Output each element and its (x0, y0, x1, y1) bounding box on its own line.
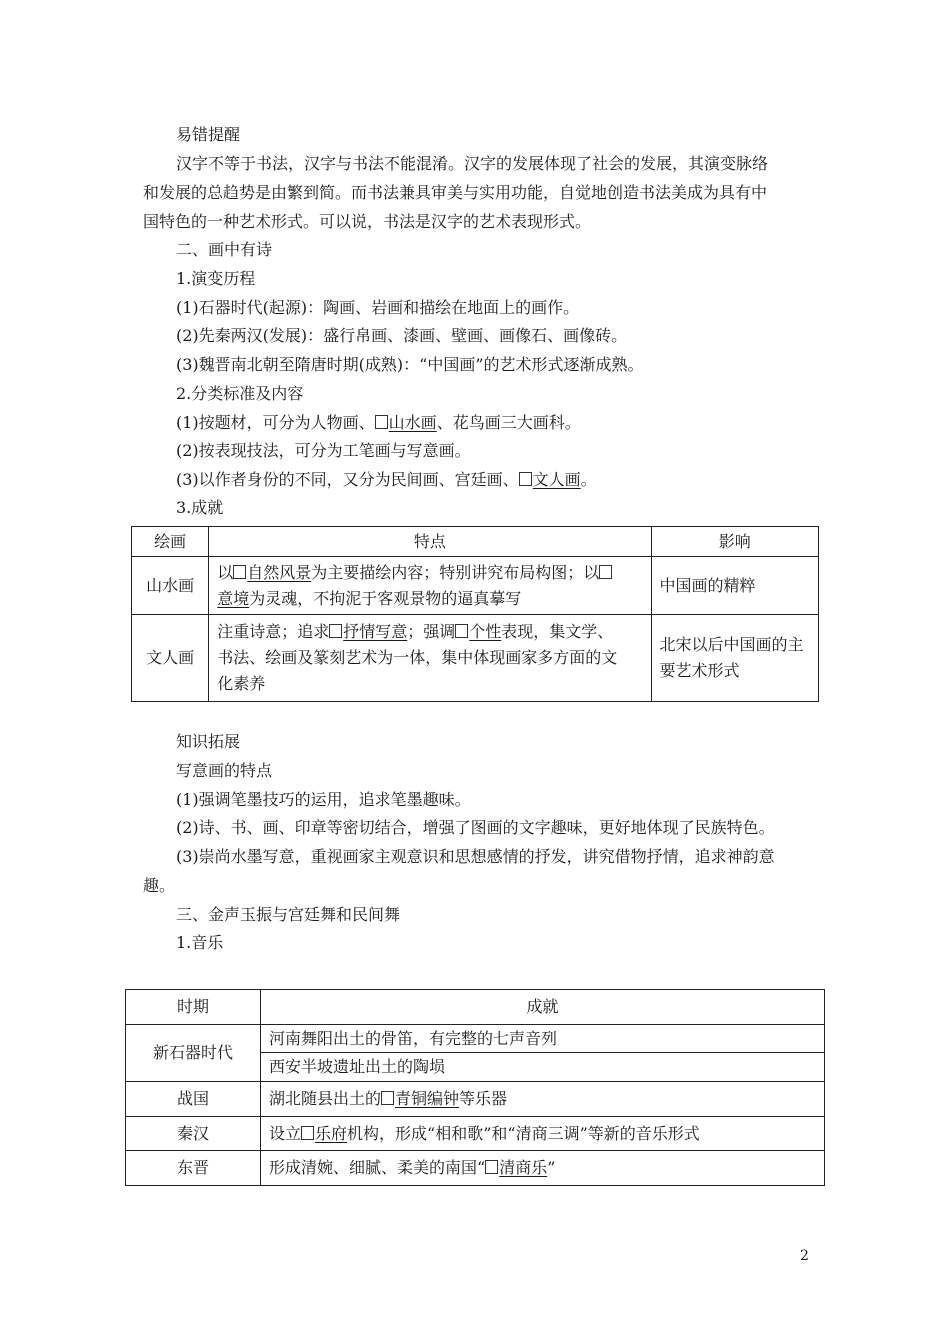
ext-item-1: (1)强调笔墨技巧的运用，追求笔墨趣味。 (176, 790, 471, 809)
blank-answer: 抒情写意 (343, 622, 408, 641)
feature-text: 为主要描绘内容；特别讲究布局构图；以 (311, 562, 600, 582)
table-row (126, 1117, 825, 1151)
blank-answer: 意境 (217, 588, 250, 608)
section2-item2-2: (2)按表现技法，可分为工笔画与写意画。 (176, 441, 471, 460)
ext-item-2: (2)诗、书、画、印章等密切结合，增强了图画的文字趣味，更好地体现了民族特色。 (176, 818, 775, 837)
effect-text: 北宋以后中国画的主 (659, 635, 804, 654)
section2-sub2: 2.分类标准及内容 (176, 384, 304, 403)
ext-title: 写意画的特点 (176, 761, 273, 780)
section2-sub1: 1.演变历程 (176, 269, 256, 288)
blank-answer: 山水画 (388, 413, 437, 432)
period-cell: 东晋 (126, 1151, 261, 1186)
achievement-cell (261, 1082, 825, 1117)
table-header: 影响 (651, 527, 819, 557)
painting-table (131, 526, 819, 702)
ext-item-3: (3)崇尚水墨写意，重视画家主观意识和思想感情的抒发，讲究借物抒情，追求神韵意 (176, 847, 775, 866)
section2-item1-1: (1)石器时代(起源)：陶画、岩画和描绘在地面上的画作。 (176, 298, 580, 317)
blank-box-icon (233, 565, 246, 579)
ext-heading: 知识拓展 (176, 732, 241, 751)
table-header: 特点 (209, 527, 651, 557)
fill-blank (329, 622, 407, 641)
fill-blank (381, 1089, 459, 1108)
feature-text: 以 (217, 562, 234, 582)
table-header: 时期 (126, 990, 261, 1025)
music-table (125, 989, 825, 1186)
table-row (126, 1025, 825, 1053)
blank-box-icon (381, 1091, 394, 1105)
fill-blank (301, 1124, 347, 1143)
feature-text: 注重诗意；追求 (217, 622, 330, 641)
blank-answer: 乐府 (315, 1123, 348, 1143)
fill-blank (455, 622, 501, 641)
period-cell: 秦汉 (126, 1117, 261, 1151)
achievement-text: 湖北随县出土的 (269, 1089, 382, 1108)
ext-item-3-wrap: 趣。 (143, 876, 176, 895)
period-cell: 新石器时代 (126, 1025, 261, 1082)
feature-text: 表现，集文学、 (501, 622, 614, 641)
feature-text: 为灵魂，不拘泥于客观景物的逼真摹写 (249, 588, 522, 608)
blank-answer: 个性 (469, 622, 502, 641)
table-row (132, 615, 819, 702)
achievement-text: ” (547, 1158, 556, 1177)
item2-3-pre: (3)以作者身份的不同，又分为民间画、宫廷画、 (176, 470, 519, 489)
achievement-cell (261, 1151, 825, 1186)
blank-box-icon (599, 565, 612, 579)
section3-sub1: 1.音乐 (176, 933, 224, 952)
achievement-text: 机构，形成“相和歌”和“清商三调”等新的音乐形式 (347, 1123, 700, 1143)
feature-text: 书法、绘画及篆刻艺术为一体，集中体现画家多方面的文 (217, 648, 618, 667)
fill-blank (599, 563, 613, 582)
achievement-text: 等乐器 (459, 1089, 508, 1108)
section2-item2-1 (176, 412, 581, 434)
tip-line-3: 国特色的一种艺术形式。可以说，书法是汉字的艺术表现形式。 (143, 212, 592, 231)
tip-line-1: 汉字不等于书法，汉字与书法不能混淆。汉字的发展体现了社会的发展，其演变脉络 (176, 154, 769, 173)
blank-box-icon (519, 472, 532, 486)
section2-item1-3: (3)魏晋南北朝至隋唐时期(成熟)：“中国画”的艺术形式逐渐成熟。 (176, 355, 644, 374)
item2-3-post: 。 (580, 470, 597, 489)
section2-item2-3 (176, 469, 597, 491)
painting-name: 山水画 (132, 557, 209, 615)
painting-feature (209, 557, 651, 615)
table-row (126, 1151, 825, 1186)
table-row (126, 1082, 825, 1117)
blank-box-icon (375, 415, 388, 429)
blank-answer: 清商乐 (499, 1158, 548, 1177)
table-header: 绘画 (132, 527, 209, 557)
achievement-text: 形成清婉、细腻、柔美的南国“ (269, 1158, 486, 1177)
painting-effect (651, 615, 819, 702)
blank-answer: 文人画 (532, 470, 581, 489)
blank-answer: 自然风景 (247, 562, 312, 582)
table-row (132, 557, 819, 615)
tip-line-2: 和发展的总趋势是由繁到简。而书法兼具审美与实用功能，自觉地创造书法美成为具有中 (143, 183, 768, 202)
blank-box-icon (301, 1126, 314, 1140)
section2-sub3: 3.成就 (176, 498, 224, 517)
section2-title: 二、画中有诗 (176, 240, 273, 259)
section3-title: 三、金声玉振与宫廷舞和民间舞 (176, 905, 401, 924)
fill-blank (485, 1158, 547, 1177)
achievement-text: 设立 (269, 1123, 302, 1143)
fill-blank (375, 413, 437, 432)
painting-name: 文人画 (132, 615, 209, 702)
period-cell: 战国 (126, 1082, 261, 1117)
blank-box-icon (329, 624, 342, 638)
table-header: 成就 (261, 990, 825, 1025)
effect-text: 要艺术形式 (659, 661, 740, 680)
page-number: 2 (800, 1248, 809, 1264)
feature-text: 化素养 (217, 674, 266, 693)
blank-answer: 青铜编钟 (395, 1089, 460, 1108)
achievement-cell: 河南舞阳出土的骨笛，有完整的七声音列 (261, 1025, 825, 1053)
blank-box-icon (455, 624, 468, 638)
section2-item1-2: (2)先秦两汉(发展)：盛行帛画、漆画、壁画、画像石、画像砖。 (176, 326, 628, 345)
achievement-cell: 西安半坡遗址出土的陶埙 (261, 1053, 825, 1082)
tip-heading: 易错提醒 (176, 125, 241, 144)
item2-1-post: 、花鸟画三大画科。 (436, 413, 581, 432)
feature-text: ；强调 (407, 622, 456, 641)
painting-feature (209, 615, 651, 702)
item2-1-pre: (1)按题材，可分为人物画、 (176, 413, 375, 432)
painting-effect: 中国画的精粹 (651, 557, 819, 615)
fill-blank (233, 563, 311, 582)
blank-box-icon (485, 1160, 498, 1174)
achievement-cell (261, 1117, 825, 1151)
fill-blank (519, 470, 581, 489)
